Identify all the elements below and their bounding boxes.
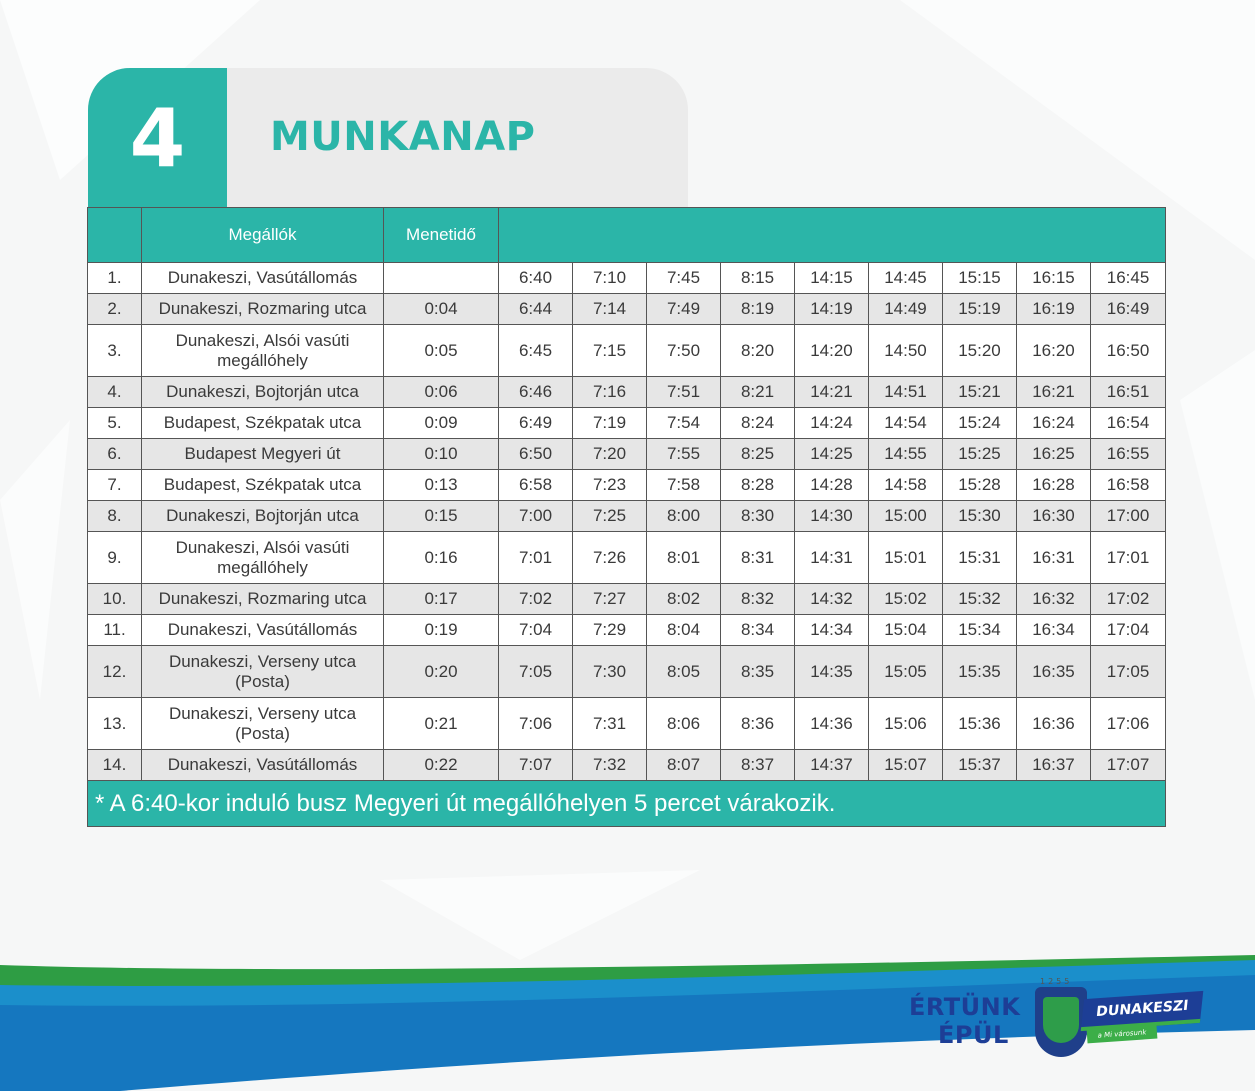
stop-number: 5. <box>88 408 142 439</box>
departure-time: 6:46 <box>499 377 573 408</box>
logo-line1: ÉRTÜNK <box>909 993 1021 1021</box>
logo-line2: ÉPÜL <box>938 1021 1009 1049</box>
departure-time: 6:44 <box>499 294 573 325</box>
table-header-row <box>88 208 1166 263</box>
route-number: 4 <box>88 68 227 208</box>
departure-time: 8:01 <box>647 532 721 584</box>
stop-name: Dunakeszi, Rozmaring utca <box>142 294 384 325</box>
departure-time: 14:31 <box>795 532 869 584</box>
departure-time: 16:54 <box>1091 408 1166 439</box>
departure-time: 7:30 <box>573 646 647 698</box>
departure-time: 7:25 <box>573 501 647 532</box>
departure-time: 8:32 <box>721 584 795 615</box>
departure-time: 15:35 <box>943 646 1017 698</box>
stop-name: Dunakeszi, Verseny utca (Posta) <box>142 646 384 698</box>
departure-time: 14:25 <box>795 439 869 470</box>
departure-time: 8:05 <box>647 646 721 698</box>
departure-time: 8:28 <box>721 470 795 501</box>
departure-time: 6:40 <box>499 263 573 294</box>
departure-time: 16:20 <box>1017 325 1091 377</box>
departure-time: 6:58 <box>499 470 573 501</box>
logo-brand: DUNAKESZI <box>1081 991 1204 1031</box>
departure-time: 15:25 <box>943 439 1017 470</box>
stop-name: Dunakeszi, Verseny utca (Posta) <box>142 698 384 750</box>
departure-time: 7:55 <box>647 439 721 470</box>
departure-time: 6:49 <box>499 408 573 439</box>
travel-time: 0:19 <box>384 615 499 646</box>
travel-time: 0:04 <box>384 294 499 325</box>
departure-time: 16:31 <box>1017 532 1091 584</box>
departure-time: 14:19 <box>795 294 869 325</box>
stop-number: 13. <box>88 698 142 750</box>
departure-time: 7:49 <box>647 294 721 325</box>
departure-time: 8:21 <box>721 377 795 408</box>
logo-year: 1255 <box>1040 977 1073 986</box>
departure-time: 8:07 <box>647 750 721 781</box>
stop-name: Budapest Megyeri út <box>142 439 384 470</box>
departure-time: 7:54 <box>647 408 721 439</box>
stop-name: Budapest, Székpatak utca <box>142 470 384 501</box>
departure-time: 16:21 <box>1017 377 1091 408</box>
departure-time: 16:15 <box>1017 263 1091 294</box>
departure-time: 8:35 <box>721 646 795 698</box>
travel-time: 0:10 <box>384 439 499 470</box>
departure-time: 14:45 <box>869 263 943 294</box>
table-row <box>88 263 1166 294</box>
departure-time: 7:16 <box>573 377 647 408</box>
departure-time: 16:50 <box>1091 325 1166 377</box>
departure-time: 8:34 <box>721 615 795 646</box>
departure-time: 17:01 <box>1091 532 1166 584</box>
departure-time: 16:36 <box>1017 698 1091 750</box>
stop-number: 3. <box>88 325 142 377</box>
departure-time: 8:37 <box>721 750 795 781</box>
stop-number: 2. <box>88 294 142 325</box>
departure-time: 15:02 <box>869 584 943 615</box>
departure-time: 15:15 <box>943 263 1017 294</box>
stop-name: Dunakeszi, Vasútállomás <box>142 750 384 781</box>
departure-time: 7:58 <box>647 470 721 501</box>
travel-time: 0:21 <box>384 698 499 750</box>
departure-time: 16:34 <box>1017 615 1091 646</box>
departure-time: 7:23 <box>573 470 647 501</box>
departure-time: 14:35 <box>795 646 869 698</box>
stop-number: 6. <box>88 439 142 470</box>
table-row <box>88 501 1166 532</box>
departure-time: 15:31 <box>943 532 1017 584</box>
departure-time: 7:27 <box>573 584 647 615</box>
timetable <box>87 207 1166 827</box>
departure-time: 15:05 <box>869 646 943 698</box>
stop-number: 9. <box>88 532 142 584</box>
departure-time: 14:58 <box>869 470 943 501</box>
departure-time: 8:31 <box>721 532 795 584</box>
stop-number: 10. <box>88 584 142 615</box>
table-row <box>88 750 1166 781</box>
departure-time: 16:55 <box>1091 439 1166 470</box>
departure-time: 16:25 <box>1017 439 1091 470</box>
departure-time: 14:51 <box>869 377 943 408</box>
stop-name: Dunakeszi, Bojtorján utca <box>142 377 384 408</box>
departure-time: 7:45 <box>647 263 721 294</box>
departure-time: 17:00 <box>1091 501 1166 532</box>
travel-time <box>384 263 499 294</box>
travel-time: 0:09 <box>384 408 499 439</box>
departure-time: 14:55 <box>869 439 943 470</box>
stop-name: Dunakeszi, Alsói vasúti megállóhely <box>142 325 384 377</box>
departure-time: 7:06 <box>499 698 573 750</box>
departure-time: 7:31 <box>573 698 647 750</box>
table-row <box>88 439 1166 470</box>
departure-time: 16:58 <box>1091 470 1166 501</box>
departure-time: 14:24 <box>795 408 869 439</box>
stop-number: 12. <box>88 646 142 698</box>
departure-time: 15:36 <box>943 698 1017 750</box>
departure-time: 7:26 <box>573 532 647 584</box>
departure-time: 15:21 <box>943 377 1017 408</box>
departure-time: 7:07 <box>499 750 573 781</box>
col-header-travel-time: Menetidő <box>384 208 499 263</box>
departure-time: 16:28 <box>1017 470 1091 501</box>
stop-name: Dunakeszi, Rozmaring utca <box>142 584 384 615</box>
departure-time: 14:30 <box>795 501 869 532</box>
departure-time: 8:30 <box>721 501 795 532</box>
departure-time: 15:34 <box>943 615 1017 646</box>
departure-time: 14:37 <box>795 750 869 781</box>
departure-time: 7:10 <box>573 263 647 294</box>
departure-time: 16:37 <box>1017 750 1091 781</box>
table-row <box>88 584 1166 615</box>
departure-time: 7:32 <box>573 750 647 781</box>
departure-time: 14:54 <box>869 408 943 439</box>
departure-time: 17:04 <box>1091 615 1166 646</box>
departure-time: 16:35 <box>1017 646 1091 698</box>
stop-number: 7. <box>88 470 142 501</box>
stop-name: Dunakeszi, Vasútállomás <box>142 263 384 294</box>
departure-time: 16:32 <box>1017 584 1091 615</box>
departure-time: 8:25 <box>721 439 795 470</box>
travel-time: 0:05 <box>384 325 499 377</box>
table-row <box>88 532 1166 584</box>
departure-time: 8:19 <box>721 294 795 325</box>
departure-time: 16:45 <box>1091 263 1166 294</box>
departure-time: 7:05 <box>499 646 573 698</box>
departure-time: 15:28 <box>943 470 1017 501</box>
departure-time: 7:50 <box>647 325 721 377</box>
departure-time: 7:04 <box>499 615 573 646</box>
departure-time: 15:20 <box>943 325 1017 377</box>
departure-time: 15:07 <box>869 750 943 781</box>
departure-time: 14:34 <box>795 615 869 646</box>
travel-time: 0:13 <box>384 470 499 501</box>
departure-time: 14:20 <box>795 325 869 377</box>
departure-time: 15:24 <box>943 408 1017 439</box>
stop-name: Budapest, Székpatak utca <box>142 408 384 439</box>
stop-number: 11. <box>88 615 142 646</box>
stop-name: Dunakeszi, Vasútállomás <box>142 615 384 646</box>
stop-number: 4. <box>88 377 142 408</box>
departure-time: 8:04 <box>647 615 721 646</box>
departure-time: 6:50 <box>499 439 573 470</box>
footnote: * A 6:40-kor induló busz Megyeri út megállóhelyen 5 percet várakozik. <box>88 781 1166 827</box>
travel-time: 0:22 <box>384 750 499 781</box>
departure-time: 15:04 <box>869 615 943 646</box>
departure-time: 17:06 <box>1091 698 1166 750</box>
departure-time: 6:45 <box>499 325 573 377</box>
departure-time: 8:06 <box>647 698 721 750</box>
departure-time: 16:24 <box>1017 408 1091 439</box>
departure-time: 16:49 <box>1091 294 1166 325</box>
departure-time: 8:00 <box>647 501 721 532</box>
table-row <box>88 470 1166 501</box>
col-header-number <box>88 208 142 263</box>
departure-time: 14:28 <box>795 470 869 501</box>
table-row <box>88 377 1166 408</box>
table-row <box>88 698 1166 750</box>
departure-time: 14:50 <box>869 325 943 377</box>
departure-time: 15:06 <box>869 698 943 750</box>
departure-time: 7:15 <box>573 325 647 377</box>
departure-time: 17:07 <box>1091 750 1166 781</box>
col-header-departures <box>499 208 1166 263</box>
departure-time: 16:51 <box>1091 377 1166 408</box>
departure-time: 16:30 <box>1017 501 1091 532</box>
table-row <box>88 325 1166 377</box>
travel-time: 0:17 <box>384 584 499 615</box>
ertunk-epul-dunakeszi-logo <box>905 975 1205 1065</box>
departure-time: 7:29 <box>573 615 647 646</box>
departure-time: 14:15 <box>795 263 869 294</box>
departure-time: 7:00 <box>499 501 573 532</box>
departure-time: 8:02 <box>647 584 721 615</box>
departure-time: 7:14 <box>573 294 647 325</box>
travel-time: 0:16 <box>384 532 499 584</box>
departure-time: 7:51 <box>647 377 721 408</box>
travel-time: 0:15 <box>384 501 499 532</box>
departure-time: 15:37 <box>943 750 1017 781</box>
stop-number: 1. <box>88 263 142 294</box>
table-row <box>88 408 1166 439</box>
departure-time: 14:49 <box>869 294 943 325</box>
table-row <box>88 646 1166 698</box>
travel-time: 0:20 <box>384 646 499 698</box>
city-crest-icon <box>1035 987 1087 1057</box>
departure-time: 8:36 <box>721 698 795 750</box>
departure-time: 15:32 <box>943 584 1017 615</box>
stop-name: Dunakeszi, Bojtorján utca <box>142 501 384 532</box>
departure-time: 14:21 <box>795 377 869 408</box>
departure-time: 15:00 <box>869 501 943 532</box>
departure-time: 7:19 <box>573 408 647 439</box>
table-row <box>88 294 1166 325</box>
departure-time: 17:02 <box>1091 584 1166 615</box>
stop-number: 14. <box>88 750 142 781</box>
table-row <box>88 615 1166 646</box>
departure-time: 15:30 <box>943 501 1017 532</box>
travel-time: 0:06 <box>384 377 499 408</box>
departure-time: 14:32 <box>795 584 869 615</box>
departure-time: 16:19 <box>1017 294 1091 325</box>
departure-time: 14:36 <box>795 698 869 750</box>
departure-time: 8:15 <box>721 263 795 294</box>
day-type-title: MUNKANAP <box>270 114 536 160</box>
departure-time: 7:20 <box>573 439 647 470</box>
stop-number: 8. <box>88 501 142 532</box>
departure-time: 7:02 <box>499 584 573 615</box>
departure-time: 8:24 <box>721 408 795 439</box>
departure-time: 15:19 <box>943 294 1017 325</box>
col-header-stops: Megállók <box>142 208 384 263</box>
logo-tagline: a Mi városunk <box>1087 1025 1158 1044</box>
route-header <box>88 68 688 208</box>
departure-time: 15:01 <box>869 532 943 584</box>
stop-name: Dunakeszi, Alsói vasúti megállóhely <box>142 532 384 584</box>
departure-time: 17:05 <box>1091 646 1166 698</box>
departure-time: 8:20 <box>721 325 795 377</box>
departure-time: 7:01 <box>499 532 573 584</box>
